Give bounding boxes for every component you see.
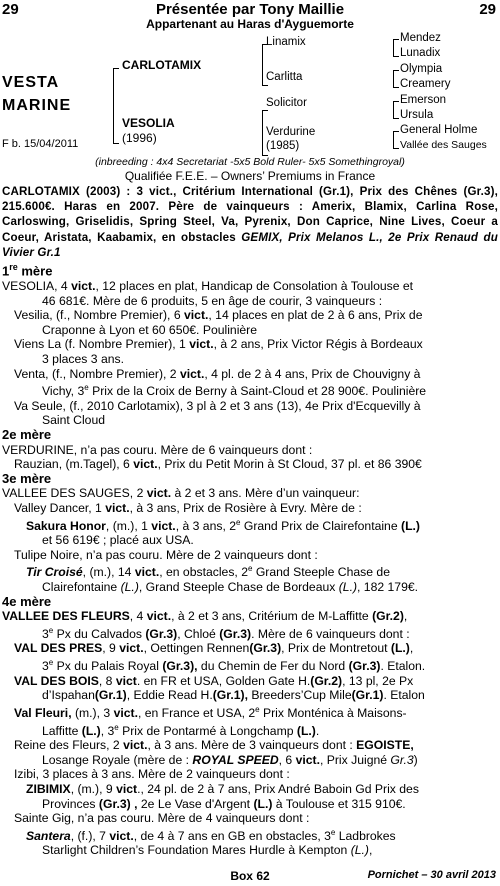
produce-tir-croise-cont: Clairefontaine (L.), Grand Steeple Chase de Bordeaux (L.), 182 179€.	[42, 580, 419, 594]
horse-info: F b. 15/04/2011	[2, 138, 79, 150]
produce-val-des-pres-cont: 3e Px du Palais Royal (Gr.3), du Chemin de Fer du Nord (Gr.3). Etalon.	[42, 658, 426, 674]
gg-ancestor-6: Ursula	[400, 109, 434, 121]
bracket-ggp-4	[393, 131, 399, 149]
produce-zibimix: ZIBIMIX, (m.), 9 vict., 24 pl. de 2 à 7 ans, Prix André Baboin Gd Prix des	[26, 781, 419, 796]
box-number: Box 62	[230, 869, 270, 883]
produce-sainte-gig: Sainte Gig, n’a pas couru. Mère de 4 vainqueurs dont :	[14, 811, 310, 826]
qualified-note: Qualifiée F.E.E. – Owners’ Premiums in France	[124, 169, 376, 183]
horse-name-line1: VESTA	[2, 74, 60, 91]
produce-santera: Santera, (f.), 7 vict., de 4 à 7 ans en GB en obstacles, 3e Ladbrokes	[26, 827, 396, 843]
produce-santera-cont: Starlight Children’s Foundation Mares Hurdle à Kempton (L.),	[42, 843, 373, 858]
sire-highlight: GEMIX, Prix Melanos L., 2e Prix Renaud du Vivier Gr.1	[2, 230, 499, 259]
produce-rauzian: Rauzian, (m.Tagel), 6 vict., Prix du Petit Morin à St Cloud, 37 pl. et 86 390€	[14, 457, 422, 472]
sire-paragraph	[2, 184, 498, 260]
bracket-ggp-1	[393, 39, 399, 57]
sire-name: CARLOTAMIX	[122, 58, 202, 72]
gg-ancestor-3: Olympia	[400, 63, 443, 75]
produce-venta: Venta, (f., Nombre Premier), 2 vict., 4 pl. de 2 à 4 ans, Prix de Chouvigny à	[14, 366, 421, 381]
third-dam-line: VALLEE DES SAUGES, 2 vict. à 2 et 3 ans. Mère d’un vainqueur:	[2, 486, 360, 501]
produce-val-des-bois: VAL DES BOIS, 8 vict. en FR et USA, Golden Gate H.(Gr.2), 13 pl, 2e Px	[14, 673, 414, 688]
gg-ancestor-8: Vallée des Sauges	[400, 139, 487, 151]
produce-vesilia-cont: Craponne à Lyon et 60 650€. Poulinière	[42, 322, 258, 337]
section-4e-mere: 4e mère	[2, 593, 52, 609]
page-title: Présentée par Tony Maillie	[155, 1, 345, 18]
section-3e-mere: 3e mère	[2, 470, 52, 486]
produce-valley-dancer: Valley Dancer, 1 vict., à 3 ans, Prix de Rosière à Evry. Mère de :	[14, 500, 362, 515]
fourth-dam-line-cont: 3e Px du Calvados (Gr.3), Chloé (Gr.3). Mère de 6 vainqueurs dont :	[42, 625, 410, 641]
catalogue-text	[2, 184, 498, 858]
bracket-parents	[113, 68, 119, 144]
bracket-ggp-3	[393, 101, 399, 119]
horse-name-line2: MARINE	[2, 97, 72, 114]
granddam-2-year: (1985)	[266, 140, 300, 152]
produce-val-des-pres: VAL DES PRES, 9 vict., Oettingen Rennen(Gr.3), Prix de Montretout (L.),	[14, 641, 414, 656]
produce-venta-cont: Vichy, 3e Prix de la Croix de Berny à Saint-Cloud et 28 900€. Poulinière	[42, 383, 427, 399]
produce-tir-croise: Tir Croisé, (m.), 14 vict., en obstacles, 2e Grand Steeple Chase de	[26, 564, 390, 580]
second-dam-line: VERDURINE, n’a pas couru. Mère de 6 vainqueurs dont :	[2, 442, 313, 457]
dam-year: (1996)	[122, 131, 157, 145]
fourth-dam-line: VALLEE DES FLEURS, 4 vict., à 2 et 3 ans, Critérium de M-Laffitte (Gr.2),	[2, 609, 408, 624]
sire-record: CARLOTAMIX (2003) : 3 vict., Critérium International (Gr.1), Prix des Chênes (Gr.3), 215.600€. Haras en 2007. Père de vainqueurs : Amerix, Blamix, Carlina Rose, Carloswing, Griselidis, Spring Steel, Va, Pyrenix, Don Caprice, Nine Lives, Coeur a Coeur, Aristata, Kaabamix, en obstacles	[2, 185, 498, 244]
page-number-left: 29	[2, 1, 19, 18]
gg-ancestor-2: Lunadix	[400, 47, 441, 59]
produce-val-des-bois-cont: d’Ispahan(Gr.1), Eddie Read H.(Gr.1), Breeders’Cup Mile(Gr.1). Etalon	[42, 688, 425, 703]
section-1re-mere	[2, 260, 498, 279]
produce-va-seule: Va Seule, (f., 2010 Carlotamix), 3 pl à 2 et 3 ans (13), 4e Prix d'Ecquevilly à	[14, 398, 421, 413]
produce-zibimix-cont: Provinces (Gr.3) , 2e Le Vase d'Argent (L.) à Toulouse et 315 910€.	[42, 796, 406, 811]
produce-reine-des-fleurs: Reine des Fleurs, 2 vict., à 3 ans. Mère de 3 vainqueurs dont : EGOISTE,	[14, 738, 414, 753]
grandsire-1: Linamix	[266, 36, 306, 48]
page-number-right: 29	[479, 1, 496, 18]
dam-line: VESOLIA, 4 vict., 12 places en plat, Handicap de Consolation à Toulouse et	[2, 278, 414, 293]
gg-ancestor-1: Mendez	[400, 32, 441, 44]
produce-sakura-honor-cont: et 56 619€ ; placé aux USA.	[42, 533, 194, 548]
gg-ancestor-5: Emerson	[400, 94, 447, 106]
produce-reine-des-fleurs-cont: Losange Royale (mère de : ROYAL SPEED, 6 vict., Prix Juigné Gr.3)	[42, 752, 418, 767]
gg-ancestor-4: Creamery	[400, 78, 451, 90]
produce-va-seule-cont: Saint Cloud	[42, 413, 106, 428]
dam-name: VESOLIA	[122, 116, 175, 130]
produce-viens-la: Viens La (f. Nombre Premier), 1 vict., à 2 ans, Prix Victor Régis à Bordeaux	[14, 337, 423, 352]
produce-viens-la-cont: 3 places 3 ans.	[42, 351, 124, 366]
bracket-ggp-2	[393, 70, 399, 88]
gg-ancestor-7: General Holme	[400, 124, 478, 136]
produce-izibi: Izibi, 3 places à 3 ans. Mère de 2 vainqueurs dont :	[14, 767, 290, 782]
sale-place-date: Pornichet – 30 avril 2013	[367, 869, 496, 881]
produce-tulipe-noire: Tulipe Noire, n’a pas couru. Mère de 2 vainqueurs dont :	[14, 547, 318, 562]
granddam-2: Verdurine	[266, 126, 316, 138]
dam-line-cont: 46 681€. Mère de 6 produits, 5 en âge de courir, 3 vainqueurs :	[42, 293, 383, 308]
section-1-label: mère	[17, 263, 53, 279]
grandsire-2: Solicitor	[266, 97, 307, 109]
produce-val-fleuri-cont: Laffitte (L.), 3e Prix de Pontarmé à Longchamp (L.).	[42, 722, 320, 738]
section-1-sup: re	[9, 262, 18, 273]
produce-sakura-honor: Sakura Honor, (m.), 1 vict., à 3 ans, 2e Grand Prix de Clairefontaine (L.)	[26, 517, 420, 533]
section-1-number: 1	[2, 263, 10, 279]
produce-val-fleuri: Val Fleuri, (m.), 3 vict., en France et USA, 2e Prix Monténica à Maisons-	[14, 704, 407, 720]
section-2e-mere: 2e mère	[2, 426, 52, 442]
granddam-1: Carlitta	[266, 71, 303, 83]
inbreeding-note: (inbreeding : 4x4 Secretariat -5x5 Bold Ruler- 5x5 Somethingroyal)	[95, 156, 405, 168]
produce-vesilia: Vesilia, (f., Nombre Premier), 6 vict., 14 places en plat de 2 à 6 ans, Prix de	[14, 308, 423, 323]
owner-line: Appartenant au Haras d'Ayguemorte	[146, 17, 354, 31]
